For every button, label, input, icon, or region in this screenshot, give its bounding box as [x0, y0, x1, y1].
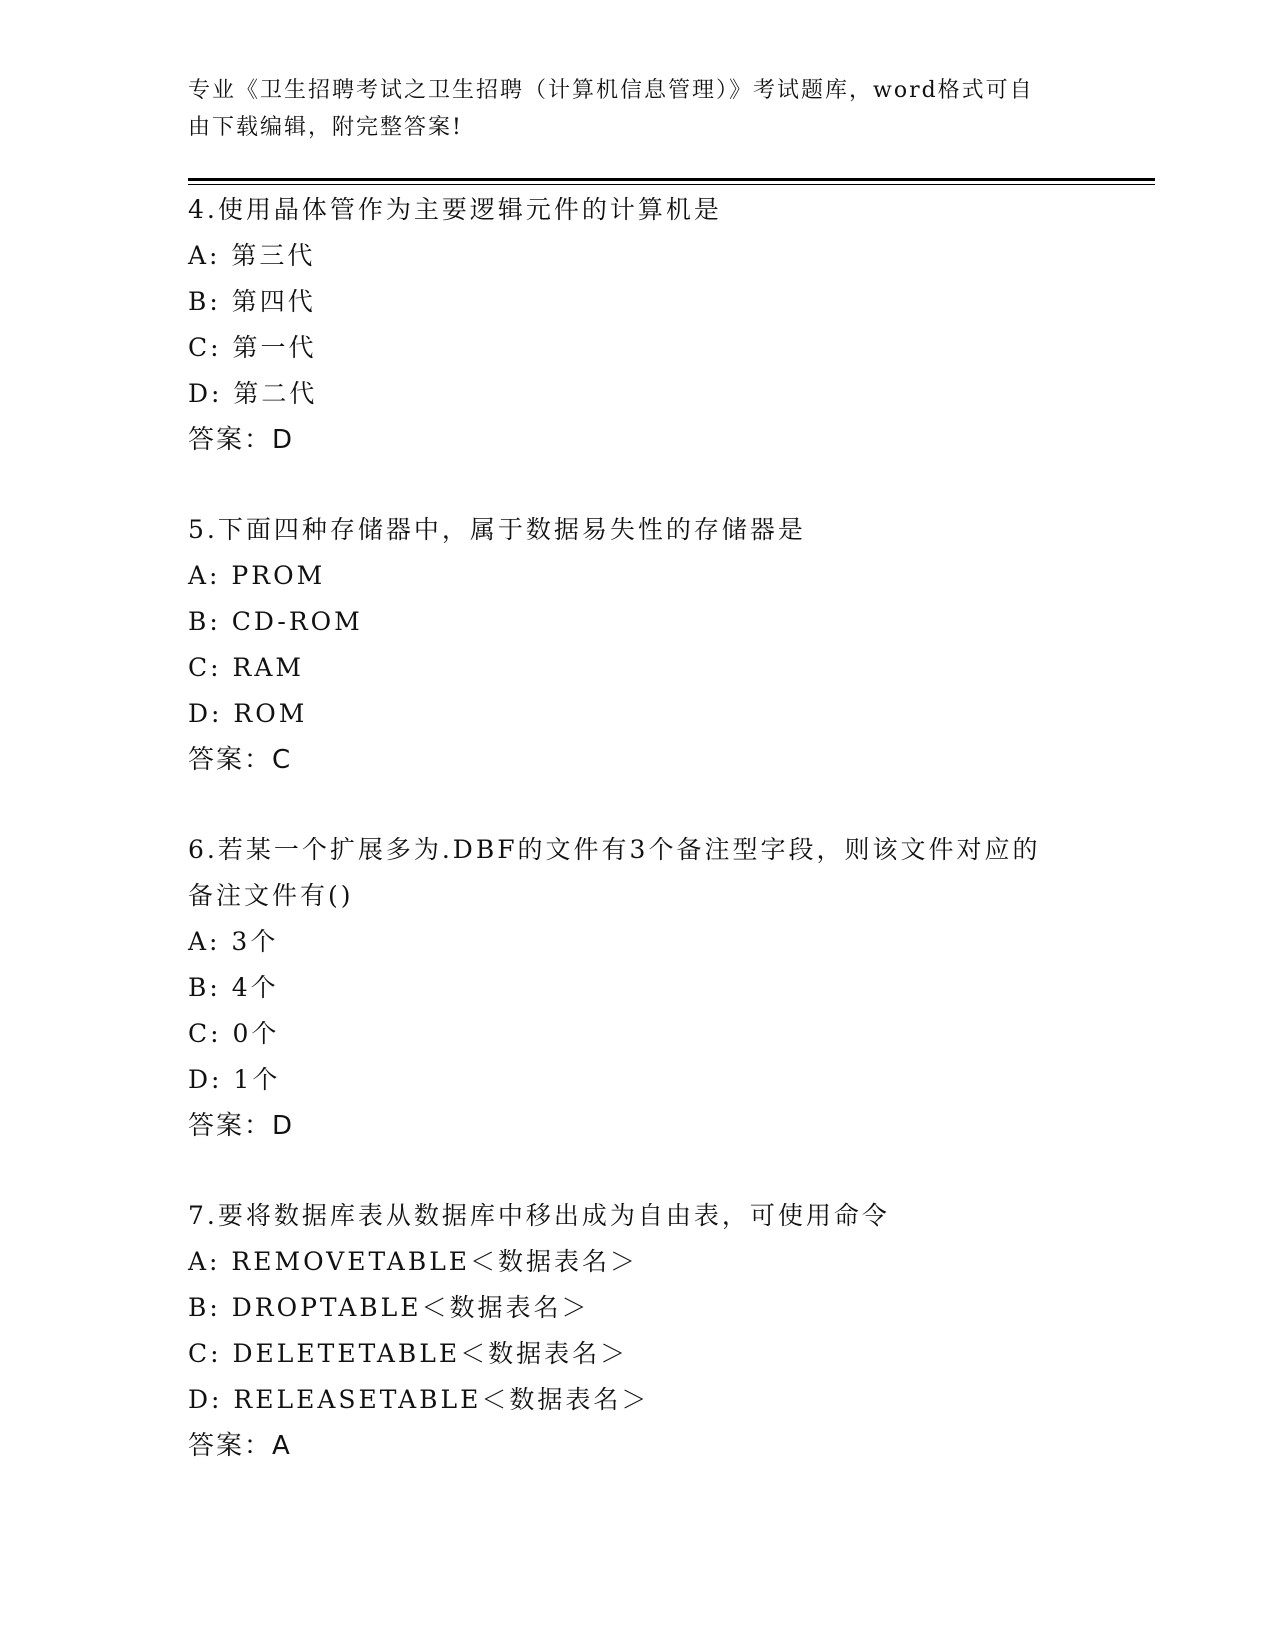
answer-label: 答案：C	[188, 745, 293, 775]
option-b: B: DROPTABLE＜数据表名＞	[188, 1293, 590, 1322]
option-a: A: 3个	[188, 927, 279, 956]
option-c: C: 0个	[188, 1019, 280, 1048]
option-b: B: 4个	[188, 973, 279, 1002]
answer-label: 答案：A	[188, 1431, 292, 1461]
option-d: D: RELEASETABLE＜数据表名＞	[188, 1385, 650, 1414]
option-d: D: 1个	[188, 1065, 281, 1094]
question-stem: 5.下面四种存储器中，属于数据易失性的存储器是	[188, 515, 806, 544]
header-line-1: 专业《卫生招聘考试之卫生招聘（计算机信息管理）》考试题库，word格式可自	[188, 78, 1034, 103]
document-header	[188, 72, 1068, 146]
option-a: A: PROM	[188, 561, 326, 590]
question-5	[188, 507, 1088, 783]
answer-label: 答案：D	[188, 1111, 295, 1141]
option-c: C: DELETETABLE＜数据表名＞	[188, 1339, 629, 1368]
header-divider-thick	[188, 178, 1155, 181]
option-c: C: 第一代	[188, 333, 317, 362]
header-line-2: 由下载编辑，附完整答案!	[188, 115, 463, 140]
question-stem: 7.要将数据库表从数据库中移出成为自由表，可使用命令	[188, 1201, 890, 1230]
question-stem-line-1: 6.若某一个扩展多为.DBF的文件有3个备注型字段，则该文件对应的	[188, 835, 1041, 864]
question-6	[188, 827, 1088, 1149]
question-7	[188, 1193, 1088, 1469]
answer-label: 答案：D	[188, 425, 295, 455]
option-b: B: CD-ROM	[188, 607, 363, 636]
option-a: A: REMOVETABLE＜数据表名＞	[188, 1247, 639, 1276]
question-stem-line-2: 备注文件有()	[188, 881, 354, 910]
question-4	[188, 187, 1088, 463]
option-b: B: 第四代	[188, 287, 316, 316]
header-divider-thin	[188, 184, 1155, 185]
question-stem: 4.使用晶体管作为主要逻辑元件的计算机是	[188, 195, 722, 224]
option-c: C: RAM	[188, 653, 304, 682]
option-d: D: 第二代	[188, 379, 318, 408]
option-a: A: 第三代	[188, 241, 316, 270]
option-d: D: ROM	[188, 699, 308, 728]
